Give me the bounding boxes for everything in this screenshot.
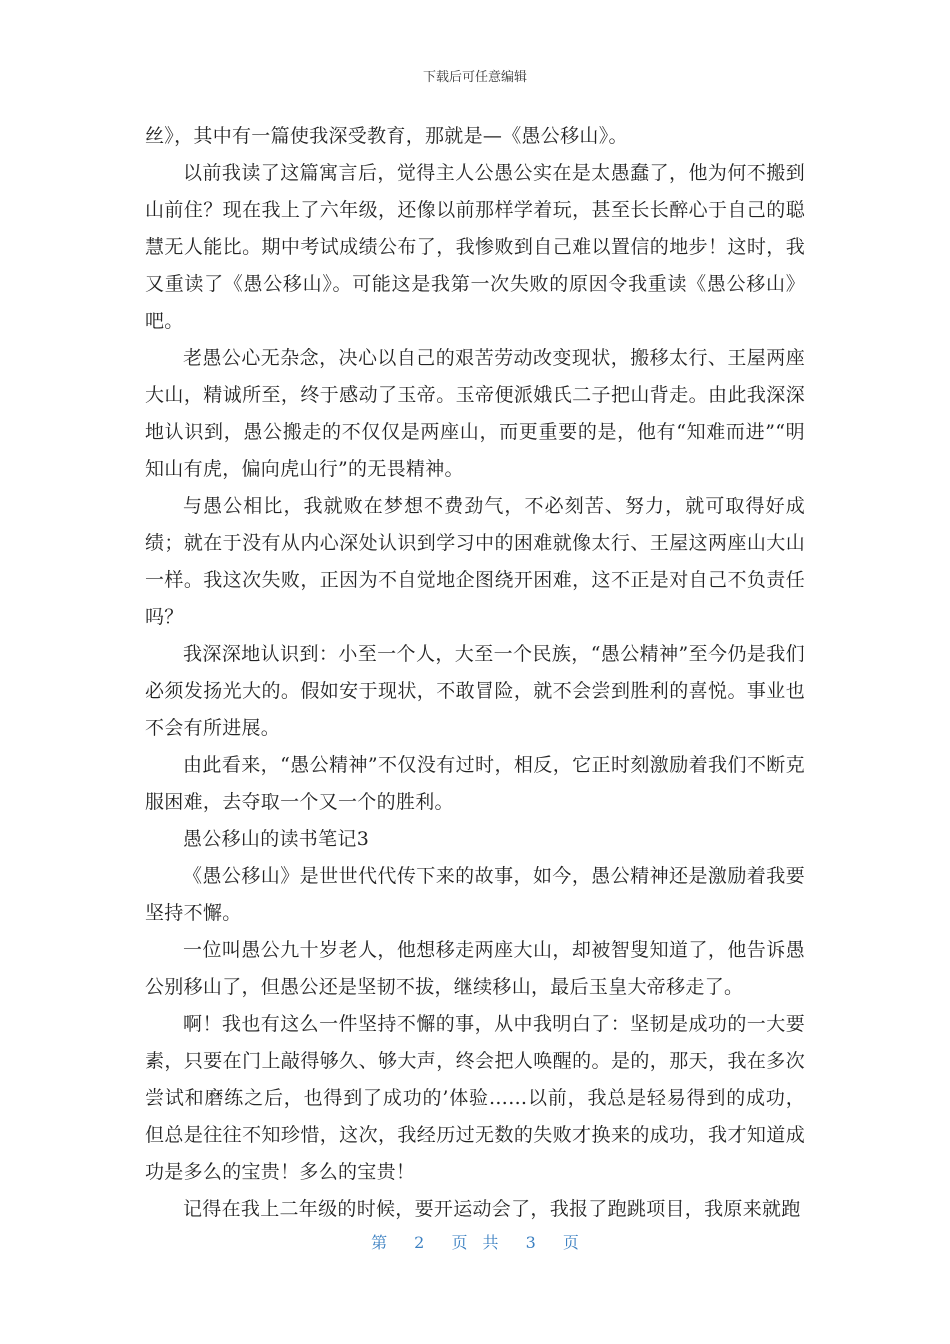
paragraph: 老愚公心无杂念，决心以自己的艰苦劳动改变现状，搬移太行、王屋两座大山，精诚所至，终于感动了玉帝。玉帝便派娥氏二子把山背走。由此我深深地认识到，愚公搬走的不仅仅是两座山，而更重要的是，他有“知难而进”“明知山有虎，偏向虎山行”的无畏精神。	[145, 347, 805, 480]
footer-prefix: 第	[371, 1233, 388, 1252]
paragraph: 我深深地认识到：小至一个人，大至一个民族，“愚公精神”至今仍是我们必须发扬光大的。假如安于现状，不敢冒险，就不会尝到胜利的喜悦。事业也不会有所进展。	[145, 643, 805, 739]
paragraph: 一位叫愚公九十岁老人，他想移走两座大山，却被智叟知道了，他告诉愚公别移山了，但愚公还是坚韧不拔，继续移山，最后玉皇大帝移走了。	[145, 939, 805, 998]
page-footer	[0, 1230, 950, 1253]
section-heading: 愚公移山的读书笔记3	[183, 828, 370, 850]
document-body	[145, 118, 805, 1228]
paragraph: 《愚公移山》是世世代代传下来的故事，如今，愚公精神还是激励着我要坚持不懈。	[145, 865, 805, 924]
paragraph: 丝》，其中有一篇使我深受教育，那就是—《愚公移山》。	[145, 125, 628, 147]
paragraph: 记得在我上二年级的时候，要开运动会了，我报了跑跳项目，我原来就跑	[183, 1198, 801, 1220]
paragraph: 由此看来，“愚公精神”不仅没有过时，相反，它正时刻激励着我们不断克服困难，去夺取一个又一个的胜利。	[145, 754, 805, 813]
total-page-count: 3	[525, 1233, 536, 1252]
footer-suffix: 页	[562, 1233, 579, 1252]
current-page-number: 2	[414, 1233, 425, 1252]
paragraph: 啊！我也有这么一件坚持不懈的事，从中我明白了：坚韧是成功的一大要素，只要在门上敲得够久、够大声，终会把人唤醒的。是的，那天，我在多次尝试和磨练之后，也得到了成功的’体验……以前，我总是轻易得到的成功，但总是往往不知珍惜，这次，我经历过无数的失败才换来的成功，我才知道成功是多么的宝贵！多么的宝贵！	[145, 1013, 805, 1183]
paragraph: 以前我读了这篇寓言后，觉得主人公愚公实在是太愚蠢了，他为何不搬到山前住？现在我上了六年级，还像以前那样学着玩，甚至长长醉心于自己的聪慧无人能比。期中考试成绩公布了，我惨败到自己难以置信的地步！这时，我又重读了《愚公移山》。可能这是我第一次失败的原因令我重读《愚公移山》吧。	[145, 162, 805, 332]
paragraph: 与愚公相比，我就败在梦想不费劲气，不必刻苦、努力，就可取得好成绩；就在于没有从内心深处认识到学习中的困难就像太行、王屋这两座山大山一样。我这次失败，正因为不自觉地企图绕开困难，这不正是对自己不负责任吗？	[145, 495, 805, 628]
page-header: 下载后可任意编辑	[422, 70, 527, 85]
footer-middle: 页 共	[451, 1233, 499, 1252]
